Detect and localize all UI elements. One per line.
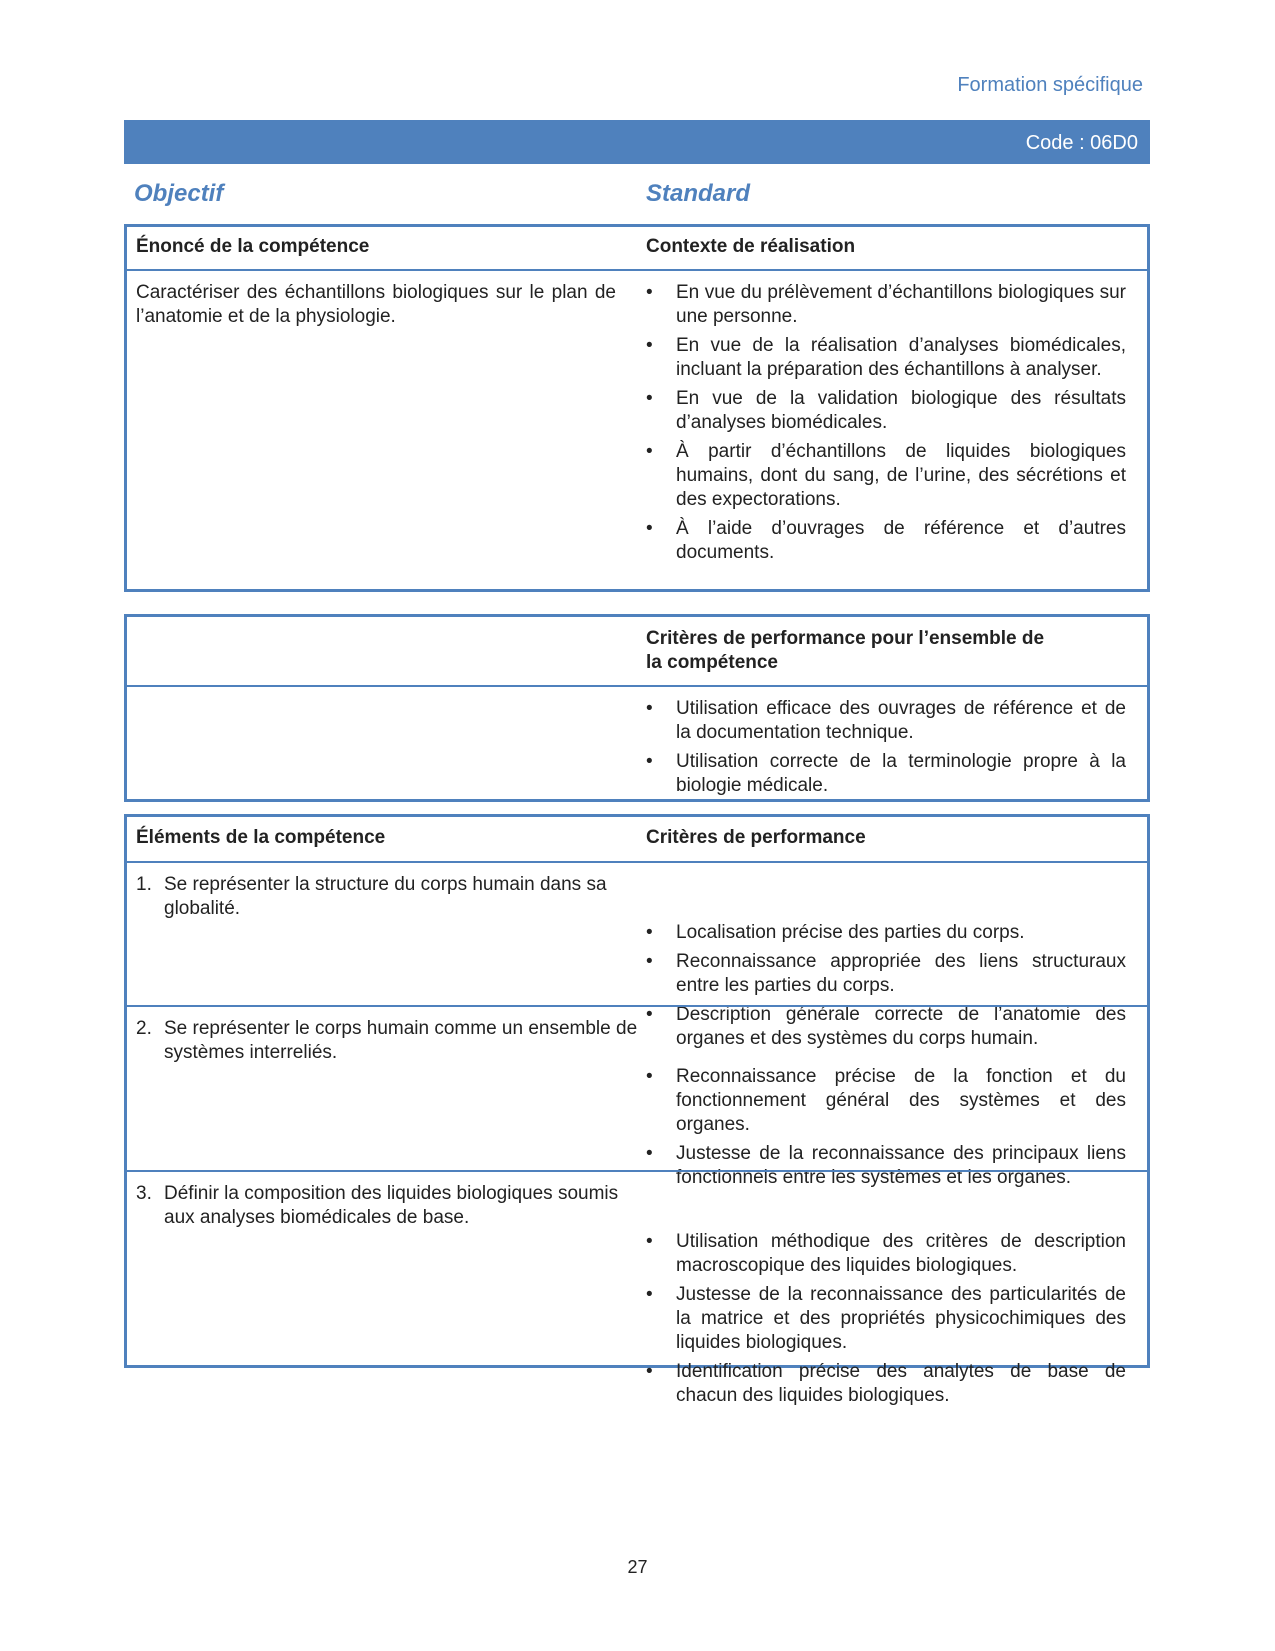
element-number: 2. xyxy=(136,1018,152,1039)
bullet-icon: • xyxy=(646,1143,653,1164)
list-item: • Utilisation méthodique des critères de description macroscopique des liquides biologiques. xyxy=(646,1231,1126,1276)
list-item: • Justesse de la reconnaissance des particularités de la matrice et des propriétés physicochimiques des liquides biologiques. xyxy=(646,1284,1126,1353)
bullet-icon: • xyxy=(646,922,653,943)
table-header-row xyxy=(127,817,1147,861)
bullet-icon: • xyxy=(646,1284,653,1305)
competency-statement-table xyxy=(124,224,1150,592)
list-item: • Localisation précise des parties du corps. xyxy=(646,922,1025,943)
element-3-criteria-cell xyxy=(646,1220,1126,1408)
element-1 xyxy=(136,873,644,921)
table-row xyxy=(127,1005,1147,1188)
element-number: 3. xyxy=(136,1183,152,1204)
table-header-row xyxy=(127,617,1147,685)
bullet-icon: • xyxy=(646,698,653,719)
bullet-icon: • xyxy=(646,1361,653,1382)
list-item: • Reconnaissance appropriée des liens structuraux entre les parties du corps. xyxy=(646,951,1126,996)
element-text: Se représenter le corps humain comme un ensemble de systèmes interreliés. xyxy=(164,1018,638,1063)
page-header-title: Formation spécifique xyxy=(957,74,1143,96)
competency-code: Code : 06D0 xyxy=(1025,132,1138,154)
context-list xyxy=(646,281,1126,565)
overall-criteria-header: Critères de performance pour l’ensemble de la compétence xyxy=(646,628,1045,673)
objective-heading: Objectif xyxy=(134,180,224,207)
list-item: • Justesse de la reconnaissance des principaux liens fonctionnels entre les systèmes et les organes. xyxy=(646,1143,1126,1188)
overall-criteria-list xyxy=(646,697,1126,798)
bullet-icon: • xyxy=(646,751,653,772)
table-row xyxy=(127,269,1147,589)
table-row xyxy=(127,685,1147,799)
column-headings xyxy=(124,180,1150,212)
element-number: 1. xyxy=(136,874,152,895)
list-item: • Identification précise des analytes de base de chacun des liquides biologiques. xyxy=(646,1361,1126,1406)
element-text: Se représenter la structure du corps humain dans sa globalité. xyxy=(164,874,607,919)
element-3 xyxy=(136,1182,644,1230)
overall-criteria-table xyxy=(124,614,1150,802)
list-item: • Description générale correcte de l’anatomie des organes et des systèmes du corps humain. xyxy=(646,1004,1126,1049)
context-header: Contexte de réalisation xyxy=(646,236,856,257)
context-list-cell xyxy=(646,271,1126,565)
list-item: • En vue de la réalisation d’analyses biomédicales, incluant la préparation des échantillons à analyser. xyxy=(646,335,1126,380)
list-item: • À partir d’échantillons de liquides biologiques humains, dont du sang, de l’urine, des sécrétions et des expectorations. xyxy=(646,441,1126,510)
element-2 xyxy=(136,1017,644,1065)
code-bar xyxy=(124,120,1150,164)
bullet-icon: • xyxy=(646,1231,653,1252)
list-item: • Reconnaissance précise de la fonction et du fonctionnement général des systèmes et des organes. xyxy=(646,1066,1126,1135)
elements-header: Éléments de la compétence xyxy=(136,827,386,848)
standard-heading: Standard xyxy=(646,180,751,207)
bullet-icon: • xyxy=(646,441,653,462)
list-item: • En vue de la validation biologique des résultats d’analyses biomédicales. xyxy=(646,388,1126,433)
table-header-row xyxy=(127,227,1147,269)
bullet-icon: • xyxy=(646,1004,653,1025)
bullet-icon: • xyxy=(646,518,653,539)
element-text: Définir la composition des liquides biologiques soumis aux analyses biomédicales de base. xyxy=(164,1183,619,1228)
bullet-icon: • xyxy=(646,335,653,356)
performance-criteria-header: Critères de performance xyxy=(646,827,866,848)
bullet-icon: • xyxy=(646,1066,653,1087)
competency-statement: Caractériser des échantillons biologiques sur le plan de l’anatomie et de la physiologie. xyxy=(136,282,616,327)
bullet-icon: • xyxy=(646,951,653,972)
table-row xyxy=(127,1170,1147,1406)
elements-table xyxy=(124,814,1150,1406)
list-item: • En vue du prélèvement d’échantillons biologiques sur une personne. xyxy=(646,282,1126,327)
list-item: • Utilisation efficace des ouvrages de référence et de la documentation technique. xyxy=(646,698,1126,743)
list-item: • À l’aide d’ouvrages de référence et d’autres documents. xyxy=(646,518,1126,563)
overall-criteria-cell xyxy=(646,687,1126,798)
bullet-icon: • xyxy=(646,282,653,303)
bullet-icon: • xyxy=(646,388,653,409)
statement-header: Énoncé de la compétence xyxy=(136,236,370,257)
page-number: 27 xyxy=(627,1557,648,1577)
list-item: • Utilisation correcte de la terminologie propre à la biologie médicale. xyxy=(646,751,1126,796)
criteria-list xyxy=(646,1230,1126,1408)
